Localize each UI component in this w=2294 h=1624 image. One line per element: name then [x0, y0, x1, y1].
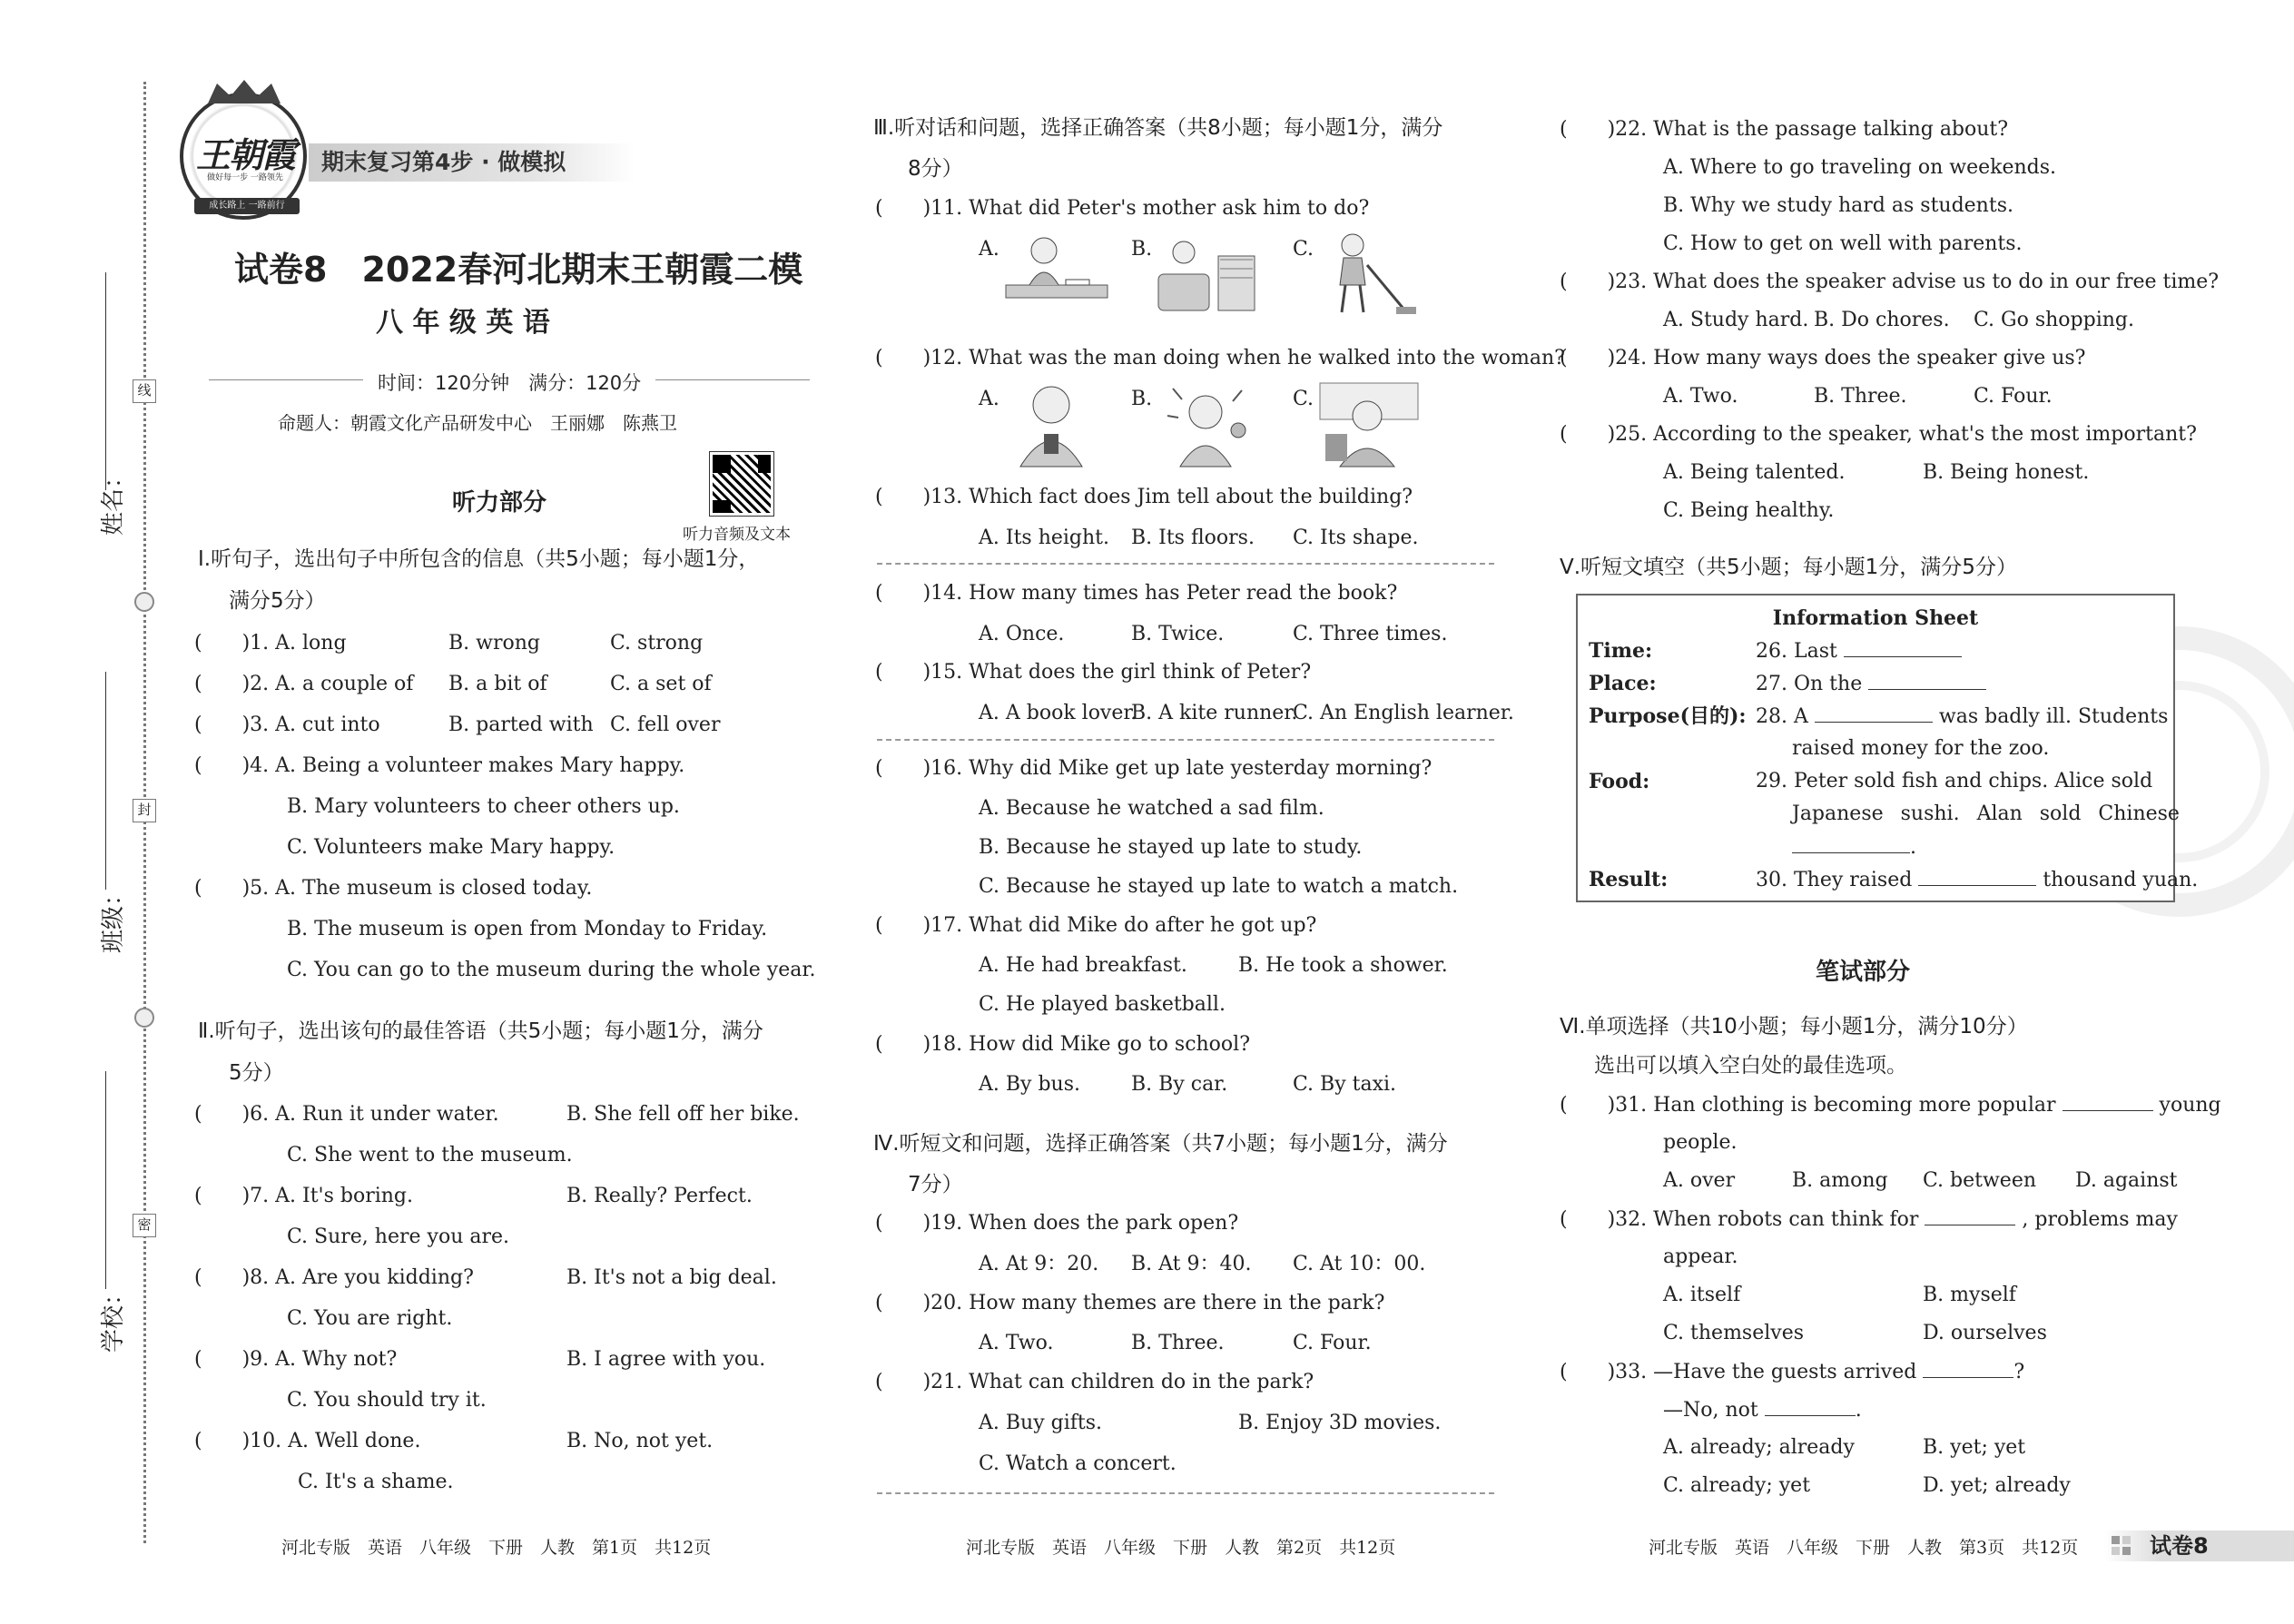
q8: ( )8. A. Are you kidding? — [194, 1266, 474, 1289]
footer-page-3: 河北专版 英语 八年级 下册 人教 第3页 共12页 — [1649, 1538, 2079, 1558]
q15: ( )15. What does the girl think of Peter? — [875, 661, 1312, 684]
qr-code[interactable] — [710, 452, 773, 516]
q32-d[interactable]: D. ourselves — [1923, 1322, 2047, 1344]
q33-c[interactable]: C. already; yet — [1663, 1474, 1811, 1497]
q19-a[interactable]: A. At 9：20. — [979, 1253, 1099, 1275]
sheet-place-value: 27. On the — [1756, 670, 1986, 698]
q2: ( )2. A. a couple of — [194, 673, 414, 695]
school-field[interactable] — [105, 1071, 106, 1289]
q16-a[interactable]: A. Because he watched a sad film. — [979, 797, 1324, 820]
q32-a[interactable]: A. itself — [1663, 1284, 1741, 1306]
q5: ( )5. A. The museum is closed today. — [194, 877, 593, 900]
q2-b[interactable]: B. a bit of — [448, 673, 547, 695]
q23-b[interactable]: B. Do chores. — [1814, 309, 1950, 331]
q20-b[interactable]: B. Three. — [1131, 1332, 1225, 1354]
s2-title: Ⅱ.听句子，选出该句的最佳答语（共5小题；每小题1分，满分 — [198, 1019, 763, 1043]
q4-b[interactable]: B. Mary volunteers to cheer others up. — [287, 795, 680, 818]
q11-option-b-image[interactable] — [1155, 229, 1262, 320]
q22: ( )22. What is the passage talking about? — [1560, 118, 2009, 141]
q12: ( )12. What was the man doing when he walked into the woman? — [875, 347, 1565, 369]
q12-option-a-image[interactable] — [1002, 379, 1109, 470]
sheet-food-label: Food: — [1589, 770, 1650, 793]
q33-b[interactable]: B. yet; yet — [1923, 1436, 2026, 1459]
q8-c[interactable]: C. You are right. — [287, 1307, 453, 1330]
s1-title: Ⅰ.听句子，选出句子中所包含的信息（共5小题；每小题1分， — [198, 547, 760, 571]
time-rule-right — [655, 379, 810, 380]
sheet-time-value: 26. Last — [1756, 637, 1962, 665]
time-info: 时间：120分钟 满分：120分 — [378, 372, 642, 394]
sheet-title: Information Sheet — [1772, 606, 1979, 630]
q32-c[interactable]: C. themselves — [1663, 1322, 1805, 1344]
q9-b[interactable]: B. I agree with you. — [566, 1348, 766, 1371]
section-listening: 听力部分 — [452, 489, 547, 517]
name-label: 姓名： — [100, 464, 127, 536]
q17-c[interactable]: C. He played basketball. — [979, 993, 1226, 1016]
sheet-food-value: 29. Peter sold fish and chips. Alice sold — [1756, 770, 2153, 792]
divider-2 — [877, 739, 1494, 741]
authors: 命题人：朝霞文化产品研发中心 王丽娜 陈燕卫 — [278, 412, 677, 434]
q33: ( )33. —Have the guests arrived ? — [1560, 1358, 2024, 1386]
q16-b[interactable]: B. Because he stayed up late to study. — [979, 836, 1363, 859]
q18: ( )18. How did Mike go to school? — [875, 1033, 1251, 1056]
answer-28-blank[interactable] — [1815, 703, 1933, 723]
q12-option-b-image[interactable] — [1155, 379, 1262, 470]
s4-title: Ⅳ.听短文和问题，选择正确答案（共7小题；每小题1分，满分 — [873, 1132, 1448, 1156]
q16: ( )16. Why did Mike get up late yesterday morning? — [875, 757, 1433, 780]
q25-c[interactable]: C. Being healthy. — [1663, 499, 1835, 522]
q33-a[interactable]: A. already; already — [1663, 1436, 1855, 1459]
logo-subtext: 做好每一步 一路领先 — [207, 173, 283, 182]
q21-a[interactable]: A. Buy gifts. — [979, 1412, 1103, 1434]
q1-b[interactable]: B. wrong — [448, 632, 540, 655]
binding-dot-2 — [134, 1008, 154, 1028]
q16-c[interactable]: C. Because he stayed up late to watch a match. — [979, 875, 1459, 898]
q12-label-c[interactable]: C. — [1293, 388, 1314, 410]
binding-mark-line: 线 — [133, 379, 156, 403]
q9-c[interactable]: C. You should try it. — [287, 1389, 487, 1412]
q22-a[interactable]: A. Where to go traveling on weekends. — [1663, 156, 2057, 179]
s3-title: Ⅲ.听对话和问题，选择正确答案（共8小题；每小题1分，满分 — [873, 116, 1443, 140]
q32-b[interactable]: B. myself — [1923, 1284, 2016, 1306]
sheet-result-label: Result: — [1589, 868, 1669, 891]
school-label: 学校： — [100, 1281, 127, 1353]
information-sheet — [1576, 594, 2199, 902]
q32-blank[interactable] — [1925, 1206, 2015, 1225]
q31-a[interactable]: A. over — [1663, 1169, 1736, 1192]
page-title: 试卷8 2022春河北期末王朝霞二模 — [234, 250, 803, 290]
q19: ( )19. When does the park open? — [875, 1212, 1239, 1235]
q24-a[interactable]: A. Two. — [1663, 385, 1738, 408]
sheet-result-value: 30. They raised thousand yuan. — [1756, 866, 2198, 894]
divider-1 — [877, 563, 1494, 565]
q17: ( )17. What did Mike do after he got up? — [875, 914, 1317, 937]
q21: ( )21. What can children do in the park? — [875, 1371, 1314, 1393]
q5-c[interactable]: C. You can go to the museum during the whole year. — [287, 959, 816, 981]
q24-b[interactable]: B. Three. — [1814, 385, 1907, 408]
q23-c[interactable]: C. Go shopping. — [1974, 309, 2134, 331]
binding-mark-seal: 封 — [133, 799, 156, 822]
q5-b[interactable]: B. The museum is open from Monday to Friday. — [287, 918, 768, 940]
q31-cont: people. — [1663, 1131, 1738, 1154]
s6-intro: 选出可以填入空白处的最佳选项。 — [1594, 1054, 1907, 1078]
q12-option-c-image[interactable] — [1316, 379, 1423, 470]
q6-c[interactable]: C. She went to the museum. — [287, 1144, 573, 1166]
q14: ( )14. How many times has Peter read the book? — [875, 582, 1398, 605]
q3-b[interactable]: B. parted with — [448, 714, 594, 736]
q10-c[interactable]: C. It's a shame. — [298, 1471, 454, 1493]
q4: ( )4. A. Being a volunteer makes Mary happy. — [194, 754, 685, 777]
name-field[interactable] — [105, 272, 106, 490]
binding-dot-1 — [134, 592, 154, 612]
q11-option-a-image[interactable] — [1002, 229, 1109, 320]
q9: ( )9. A. Why not? — [194, 1348, 398, 1371]
q11-label-a[interactable]: A. — [979, 238, 999, 261]
q10: ( )10. A. Well done. — [194, 1430, 421, 1452]
q33-blank-1[interactable] — [1923, 1358, 2013, 1378]
q24: ( )24. How many ways does the speaker give us? — [1560, 347, 2086, 369]
q31-c[interactable]: C. between — [1923, 1169, 2037, 1192]
footer-page-1: 河北专版 英语 八年级 下册 人教 第1页 共12页 — [281, 1538, 712, 1558]
s5-title: Ⅴ.听短文填空（共5小题；每小题1分，满分5分） — [1560, 556, 2017, 579]
q13-a[interactable]: A. Its height. — [979, 527, 1109, 549]
q1: ( )1. A. long — [194, 632, 347, 655]
logo-text: 王朝霞 — [195, 134, 294, 175]
q22-c[interactable]: C. How to get on well with parents. — [1663, 232, 2023, 255]
q25-b[interactable]: B. Being honest. — [1923, 461, 2090, 484]
q4-c[interactable]: C. Volunteers make Mary happy. — [287, 836, 615, 859]
class-label: 班级： — [100, 881, 127, 953]
q6-b[interactable]: B. She fell off her bike. — [566, 1103, 800, 1126]
logo-ribbon: 成长路上 一路前行 — [194, 198, 300, 214]
q17-b[interactable]: B. He took a shower. — [1238, 954, 1448, 977]
q20-c[interactable]: C. Four. — [1293, 1332, 1372, 1354]
subject-title: 八 年 级 英 语 — [376, 307, 550, 339]
q13-c[interactable]: C. Its shape. — [1293, 527, 1419, 549]
q14-c[interactable]: C. Three times. — [1293, 623, 1448, 645]
divider-3 — [877, 1492, 1494, 1494]
q6: ( )6. A. Run it under water. — [194, 1103, 499, 1126]
time-rule-left — [209, 379, 363, 380]
q11: ( )11. What did Peter's mother ask him to do? — [875, 197, 1370, 220]
section-writing: 笔试部分 — [1816, 959, 1911, 986]
q31-b[interactable]: B. among — [1792, 1169, 1888, 1192]
sheet-food-value-2: Japanese sushi. Alan sold Chinese — [1792, 802, 2180, 825]
q13: ( )13. Which fact does Jim tell about the building? — [875, 486, 1413, 508]
qr-caption: 听力音频及文本 — [683, 526, 791, 544]
grid-icon — [2112, 1536, 2132, 1556]
q33-reply: —No, not . — [1663, 1396, 1862, 1424]
q32: ( )32. When robots can think for , problems may — [1560, 1206, 2178, 1234]
q24-c[interactable]: C. Four. — [1974, 385, 2053, 408]
q12-label-b[interactable]: B. — [1131, 388, 1153, 410]
q18-b[interactable]: B. By car. — [1131, 1073, 1228, 1096]
q31: ( )31. Han clothing is becoming more popular young — [1560, 1091, 2221, 1119]
answer-26-blank[interactable] — [1844, 637, 1962, 657]
footer-tag: 试卷8 — [2150, 1533, 2209, 1559]
q11-label-c[interactable]: C. — [1293, 238, 1314, 261]
sheet-purpose-label: Purpose(目的): — [1589, 704, 1747, 728]
sheet-purpose-value-2: raised money for the zoo. — [1792, 737, 2050, 760]
q7-b[interactable]: B. Really? Perfect. — [566, 1185, 753, 1207]
q8-b[interactable]: B. It's not a big deal. — [566, 1266, 777, 1289]
q2-c[interactable]: C. a set of — [610, 673, 712, 695]
binding-mark-secret: 密 — [133, 1214, 156, 1237]
step-banner: 期末复习第4步 · 做模拟 — [309, 143, 635, 182]
q15-b[interactable]: B. A kite runner. — [1131, 702, 1298, 724]
s3-title-cont: 8分） — [908, 157, 963, 181]
q22-b[interactable]: B. Why we study hard as students. — [1663, 194, 2013, 217]
q17-a[interactable]: A. He had breakfast. — [979, 954, 1187, 977]
q32-cont: appear. — [1663, 1245, 1738, 1268]
sheet-place-label: Place: — [1589, 672, 1657, 695]
q13-b[interactable]: B. Its floors. — [1131, 527, 1255, 549]
q11-label-b[interactable]: B. — [1131, 238, 1153, 261]
q23-a[interactable]: A. Study hard. — [1663, 309, 1809, 331]
q12-label-a[interactable]: A. — [979, 388, 999, 410]
answer-30-blank[interactable] — [1918, 866, 2036, 886]
q25: ( )25. According to the speaker, what's the most important? — [1560, 423, 2197, 446]
s2-title-cont: 5分） — [229, 1061, 284, 1085]
sheet-time-label: Time: — [1589, 639, 1653, 663]
answer-27-blank[interactable] — [1868, 670, 1986, 690]
q14-b[interactable]: B. Twice. — [1131, 623, 1225, 645]
q20-a[interactable]: A. Two. — [979, 1332, 1054, 1354]
sheet-food-value-3: . — [1792, 833, 1916, 861]
q19-b[interactable]: B. At 9：40. — [1131, 1253, 1252, 1275]
q21-b[interactable]: B. Enjoy 3D movies. — [1238, 1412, 1442, 1434]
q3: ( )3. A. cut into — [194, 714, 380, 736]
q14-a[interactable]: A. Once. — [979, 623, 1065, 645]
q23: ( )23. What does the speaker advise us to do in our free time? — [1560, 271, 2220, 293]
s6-title: Ⅵ.单项选择（共10小题；每小题1分，满分10分） — [1560, 1015, 2028, 1038]
q31-blank[interactable] — [2063, 1091, 2153, 1111]
q15-a[interactable]: A. A book lover. — [979, 702, 1137, 724]
q20: ( )20. How many themes are there in the park? — [875, 1292, 1385, 1314]
q11-option-c-image[interactable] — [1316, 229, 1423, 320]
s1-title-cont: 满分5分） — [229, 589, 326, 613]
q25-a[interactable]: A. Being talented. — [1663, 461, 1846, 484]
answer-29-blank[interactable] — [1792, 833, 1910, 853]
sheet-purpose-value: 28. A was badly ill. Students — [1756, 703, 2168, 731]
q1-c[interactable]: C. strong — [610, 632, 704, 655]
q19-c[interactable]: C. At 10：00. — [1293, 1253, 1426, 1275]
q21-c[interactable]: C. Watch a concert. — [979, 1452, 1177, 1475]
class-field[interactable] — [105, 672, 106, 890]
s4-title-cont: 7分） — [908, 1173, 963, 1196]
crown-icon — [203, 78, 285, 105]
q31-d[interactable]: D. against — [2075, 1169, 2178, 1192]
q7: ( )7. A. It's boring. — [194, 1185, 414, 1207]
q3-c[interactable]: C. fell over — [610, 714, 721, 736]
q15-c[interactable]: C. An English learner. — [1293, 702, 1514, 724]
q33-d[interactable]: D. yet; already — [1923, 1474, 2071, 1497]
q10-b[interactable]: B. No, not yet. — [566, 1430, 714, 1452]
footer-page-2: 河北专版 英语 八年级 下册 人教 第2页 共12页 — [966, 1538, 1396, 1558]
q33-blank-2[interactable] — [1765, 1396, 1856, 1416]
q18-c[interactable]: C. By taxi. — [1293, 1073, 1397, 1096]
q7-c[interactable]: C. Sure, here you are. — [287, 1225, 509, 1248]
q18-a[interactable]: A. By bus. — [979, 1073, 1080, 1096]
brand-logo — [180, 93, 307, 220]
